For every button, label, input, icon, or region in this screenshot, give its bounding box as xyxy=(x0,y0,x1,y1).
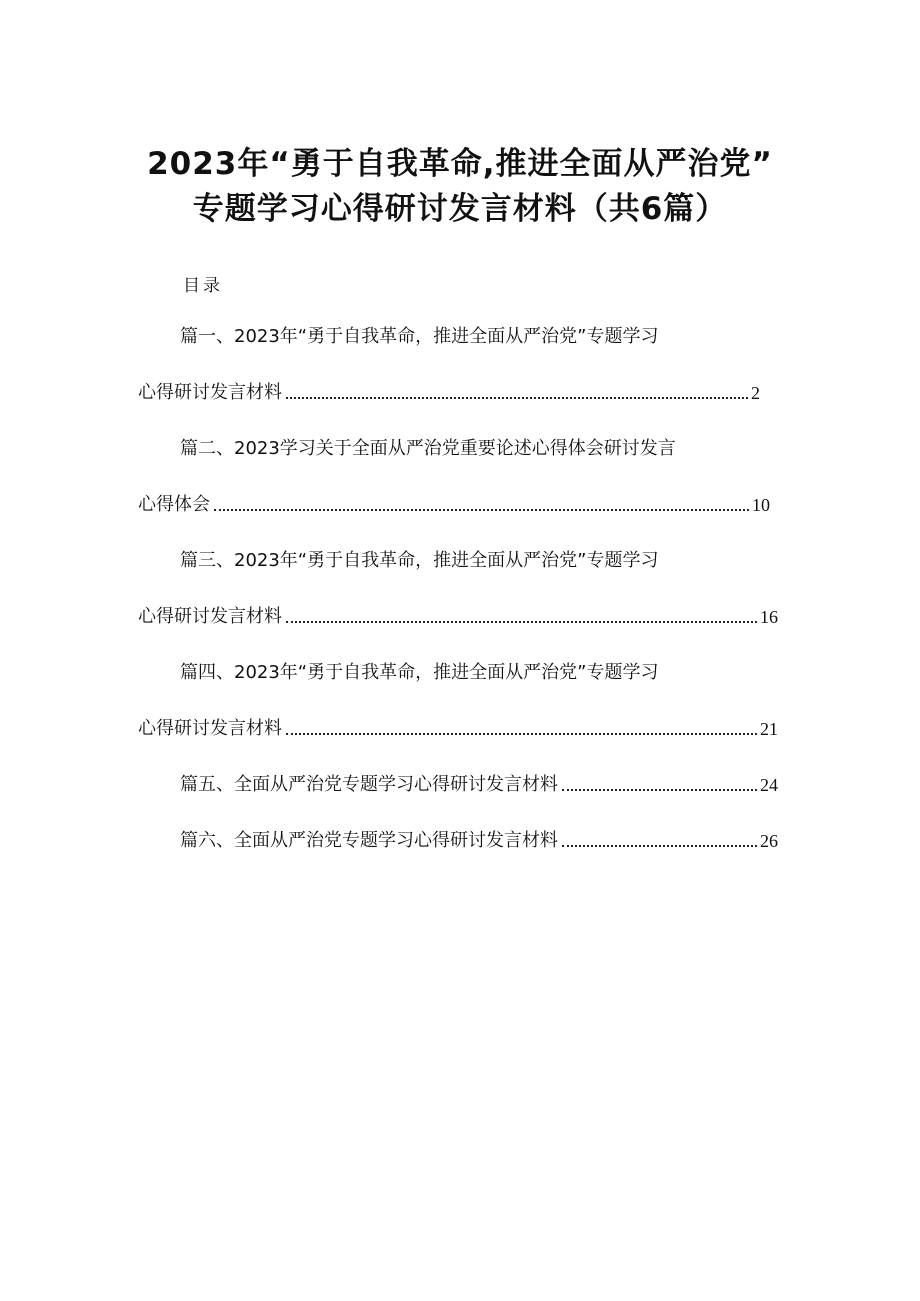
toc-entry-1-title[interactable]: 篇一、2023年“勇于自我革命，推进全面从严治党”专题学习 xyxy=(180,326,659,347)
dot-leader xyxy=(562,844,757,847)
toc-entry-4-title[interactable]: 篇四、2023年“勇于自我革命，推进全面从严治党”专题学习 xyxy=(180,662,659,683)
toc-entry-text: 心得研讨发言材料 xyxy=(138,718,282,739)
toc-page-number: 16 xyxy=(760,607,778,627)
toc-entry-text: 心得研讨发言材料 xyxy=(138,606,282,627)
dot-leader xyxy=(286,396,748,399)
toc-entry-3-continuation[interactable] xyxy=(138,605,778,629)
document-title-line-2: 专题学习心得研讨发言材料（共6篇） xyxy=(192,191,728,227)
toc-entry-2-title[interactable]: 篇二、2023学习关于全面从严治党重要论述心得体会研讨发言 xyxy=(180,438,676,459)
toc-page-number: 21 xyxy=(760,719,778,739)
toc-entry-2-continuation[interactable] xyxy=(138,493,770,517)
toc-entry-text: 篇六、全面从严治党专题学习心得研讨发言材料 xyxy=(180,830,558,851)
toc-page-number: 2 xyxy=(751,383,760,403)
toc-entry-1-continuation[interactable] xyxy=(138,381,760,405)
toc-entry-3-title[interactable]: 篇三、2023年“勇于自我革命，推进全面从严治党”专题学习 xyxy=(180,550,659,571)
toc-entry-6[interactable] xyxy=(180,829,778,853)
toc-page-number: 10 xyxy=(752,495,770,515)
toc-entry-5[interactable] xyxy=(180,773,778,797)
toc-page-number: 24 xyxy=(760,775,778,795)
dot-leader xyxy=(286,732,757,735)
toc-heading: 目录 xyxy=(183,276,223,296)
toc-page-number: 26 xyxy=(760,831,778,851)
dot-leader xyxy=(214,508,749,511)
toc-entry-4-continuation[interactable] xyxy=(138,717,778,741)
toc-entry-text: 心得研讨发言材料 xyxy=(138,382,282,403)
toc-entry-text: 篇五、全面从严治党专题学习心得研讨发言材料 xyxy=(180,774,558,795)
toc-entry-text: 心得体会 xyxy=(138,494,210,515)
document-title-line-1: 2023年“勇于自我革命,推进全面从严治党” xyxy=(147,146,773,182)
dot-leader xyxy=(562,788,757,791)
dot-leader xyxy=(286,620,757,623)
